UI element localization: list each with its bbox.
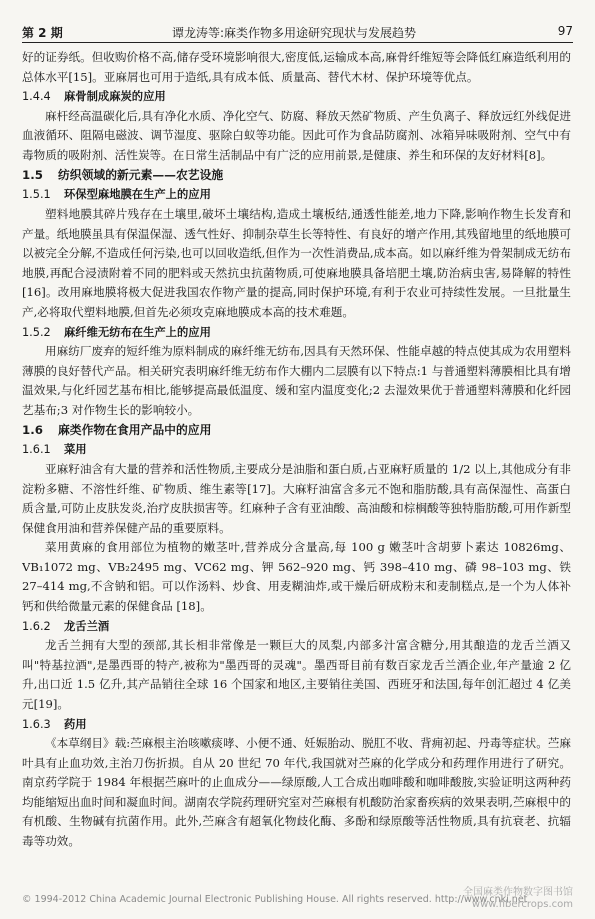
section-heading-1-6-1 (22, 440, 571, 460)
issue-label: 第 2 期 (22, 26, 63, 40)
watermark (463, 887, 573, 911)
section-title: 菜用 (64, 443, 87, 457)
paragraph: 用麻纺厂废弃的短纤维为原料制成的麻纤维无纺布,因具有天然环保、性能卓越的特点使其成为农用塑料薄膜的良好替代产品。相关研究表明麻纤维无纺布作大棚内二层膜有以下特点:1 与普通塑料薄膜相比具有增温效果,与化纤园艺基布相比,能够提高最低温度、缓和室内温度变化;2 去湿效果优于普通塑料薄膜和化纤园艺基布;3 对作物生长的影响较小。 (22, 344, 571, 417)
section-number: 1.5 (22, 168, 43, 183)
section-title: 纺织领域的新元素——农艺设施 (58, 168, 224, 183)
page-number: 97 (557, 24, 573, 38)
section-number: 1.5.2 (22, 325, 51, 339)
section-heading-1-6-2 (22, 617, 571, 637)
section-number: 1.4.4 (22, 90, 51, 104)
section-number: 1.6 (22, 423, 43, 438)
paragraph: 菜用黄麻的食用部位为植物的嫩茎叶,营养成分含量高,每 100 g 嫩茎叶含胡萝卜素达 10826mg、VB₁1072 mg、VB₂2495 mg、VC62 mg、钾 562–920 mg、钙 398–410 mg、磷 98–103 mg、铁 27–414 mg,不含钠和铝。可以作汤料、炒食、用麦糊油炸,或干燥后研成粉末和麦制糕点,是一个为人体补钙和供给微量元素的保健食品 [18]。 (22, 540, 571, 614)
section-heading-1-6-3 (22, 715, 571, 735)
section-number: 1.6.1 (22, 443, 51, 457)
section-number: 1.6.3 (22, 717, 51, 731)
section-heading-1-5-1 (22, 185, 571, 205)
paragraph: 塑料地膜其碎片残存在土壤里,破坏土壤结构,造成土壤板结,通透性能差,地力下降,影响作物生长发育和产量。纸地膜虽具有保温保湿、透气性好、抑制杂草生长等特性、有良好的增产作用,其残留地里的纸地膜可以被完全分解,不造成任何污染,也可以回收造纸,但作为一次性消费品,成本高。如以麻纤维为骨架制成无纺布地膜,再配合浸渍附着不同的肥料或天然抗虫抗菌物质,可使麻地膜具备培肥土壤,防治病虫害,易降解的特性[16]。改用麻地膜将极大促进我国农作物产量的提高,同时保护环境,有利于农业可持续性发展。一旦批量生产,必将取代塑料地膜,但首先必须攻克麻地膜成本高的技术难题。 (22, 206, 571, 319)
section-heading-1-5 (22, 166, 571, 185)
watermark-line: 全国麻类作物数字图书馆 (463, 887, 573, 898)
section-title: 麻纤维无纺布在生产上的应用 (64, 325, 211, 339)
watermark-url: www.fibercrops.com (471, 899, 573, 910)
copyright-notice: © 1994-2012 China Academic Journal Electronic Publishing House. All rights reserved. http://www.cnki.net (22, 894, 528, 905)
paragraph: 亚麻籽油含有大量的营养和活性物质,主要成分是油脂和蛋白质,占亚麻籽质量的 1/2 以上,其他成分有非淀粉多糖、不溶性纤维、矿物质、维生素等[17]。大麻籽油富含多元不饱和脂肪酸,具有高保湿性、高蛋白质含量,可防止皮肤发炎,治疗皮肤损害等。红麻种子含有亚油酸、高油酸和棕榈酸等独特脂肪酸,可用作新型保健食用油和营养保健产品的重要原料。 (22, 461, 571, 535)
section-title: 麻骨制成麻炭的应用 (64, 90, 166, 104)
paragraph: 《本草纲目》载:苎麻根主治咳嗽痰哮、小便不通、妊娠胎动、脱肛不收、背痈初起、丹毒等症状。苎麻叶具有止血功效,主治刀伤折损。自从 20 世纪 70 年代,我国就对苎麻的化学成分和药理作用进行了研究。南京药学院于 1984 年根据苎麻叶的止血成分——绿原酸,人工合成出咖啡酸和咖啡酸胺,实验证明这两种药均能缩短出血时间和凝血时间。湖南农学院药理研究室对苎麻根有机酸防治家畜疾病的效果表明,苎麻根中的有机酸、生物碱有抗菌作用。此外,苎麻含有超氧化物歧化酶、多酚和绿原酸等活性物质,具有抗衰老、抗辐毒等功效。 (22, 736, 571, 848)
page-footer (22, 889, 573, 911)
section-title: 龙舌兰酒 (64, 619, 110, 633)
section-heading-1-5-2 (22, 323, 571, 343)
running-title: 谭龙涛等:麻类作物多用途研究现状与发展趋势 (172, 26, 417, 40)
section-title: 药用 (64, 717, 87, 731)
section-heading-1-6 (22, 421, 571, 440)
section-number: 1.6.2 (22, 619, 51, 633)
paragraph: 龙舌兰拥有大型的颈部,其长相非常像是一颗巨大的凤梨,内部多汁富含糖分,用其酿造的龙舌兰酒又叫"特基拉酒",是墨西哥的特产,被称为"墨西哥的灵魂"。墨西哥目前有数百家龙舌兰酒企业,年产量逾 2 亿升,出口近 1.5 亿升,其产品销往全球 16 个国家和地区,主要销往美国、西班牙和法国,每年创汇超过 4 亿美元[19]。 (22, 638, 571, 711)
section-number: 1.5.1 (22, 188, 51, 202)
article-body (22, 48, 571, 879)
section-heading-1-4-4 (22, 87, 571, 107)
running-header (22, 22, 573, 43)
paragraph: 好的证券纸。但收购价格不高,储存受环境影响很大,密度低,运输成本高,麻骨纤维短等会降低红麻造纸利用的总体水平[15]。亚麻屑也可用于造纸,具有成本低、质量高、替代木材、保护环境等优点。 (22, 50, 571, 84)
section-title: 环保型麻地膜在生产上的应用 (64, 188, 211, 202)
section-title: 麻类作物在食用产品中的应用 (58, 423, 212, 438)
paragraph: 麻杆经高温碳化后,具有净化水质、净化空气、防腐、释放天然矿物质、产生负离子、释放远红外线促进血液循环、阻隔电磁波、调节湿度、驱除白蚁等功能。因此可作为食品防腐剂、冰箱异味吸附剂、空气中有毒物质的吸附剂、活性炭等。在日常生活制品中有广泛的应用前景,是健康、养生和环保的友好材料[8]。 (22, 108, 571, 162)
